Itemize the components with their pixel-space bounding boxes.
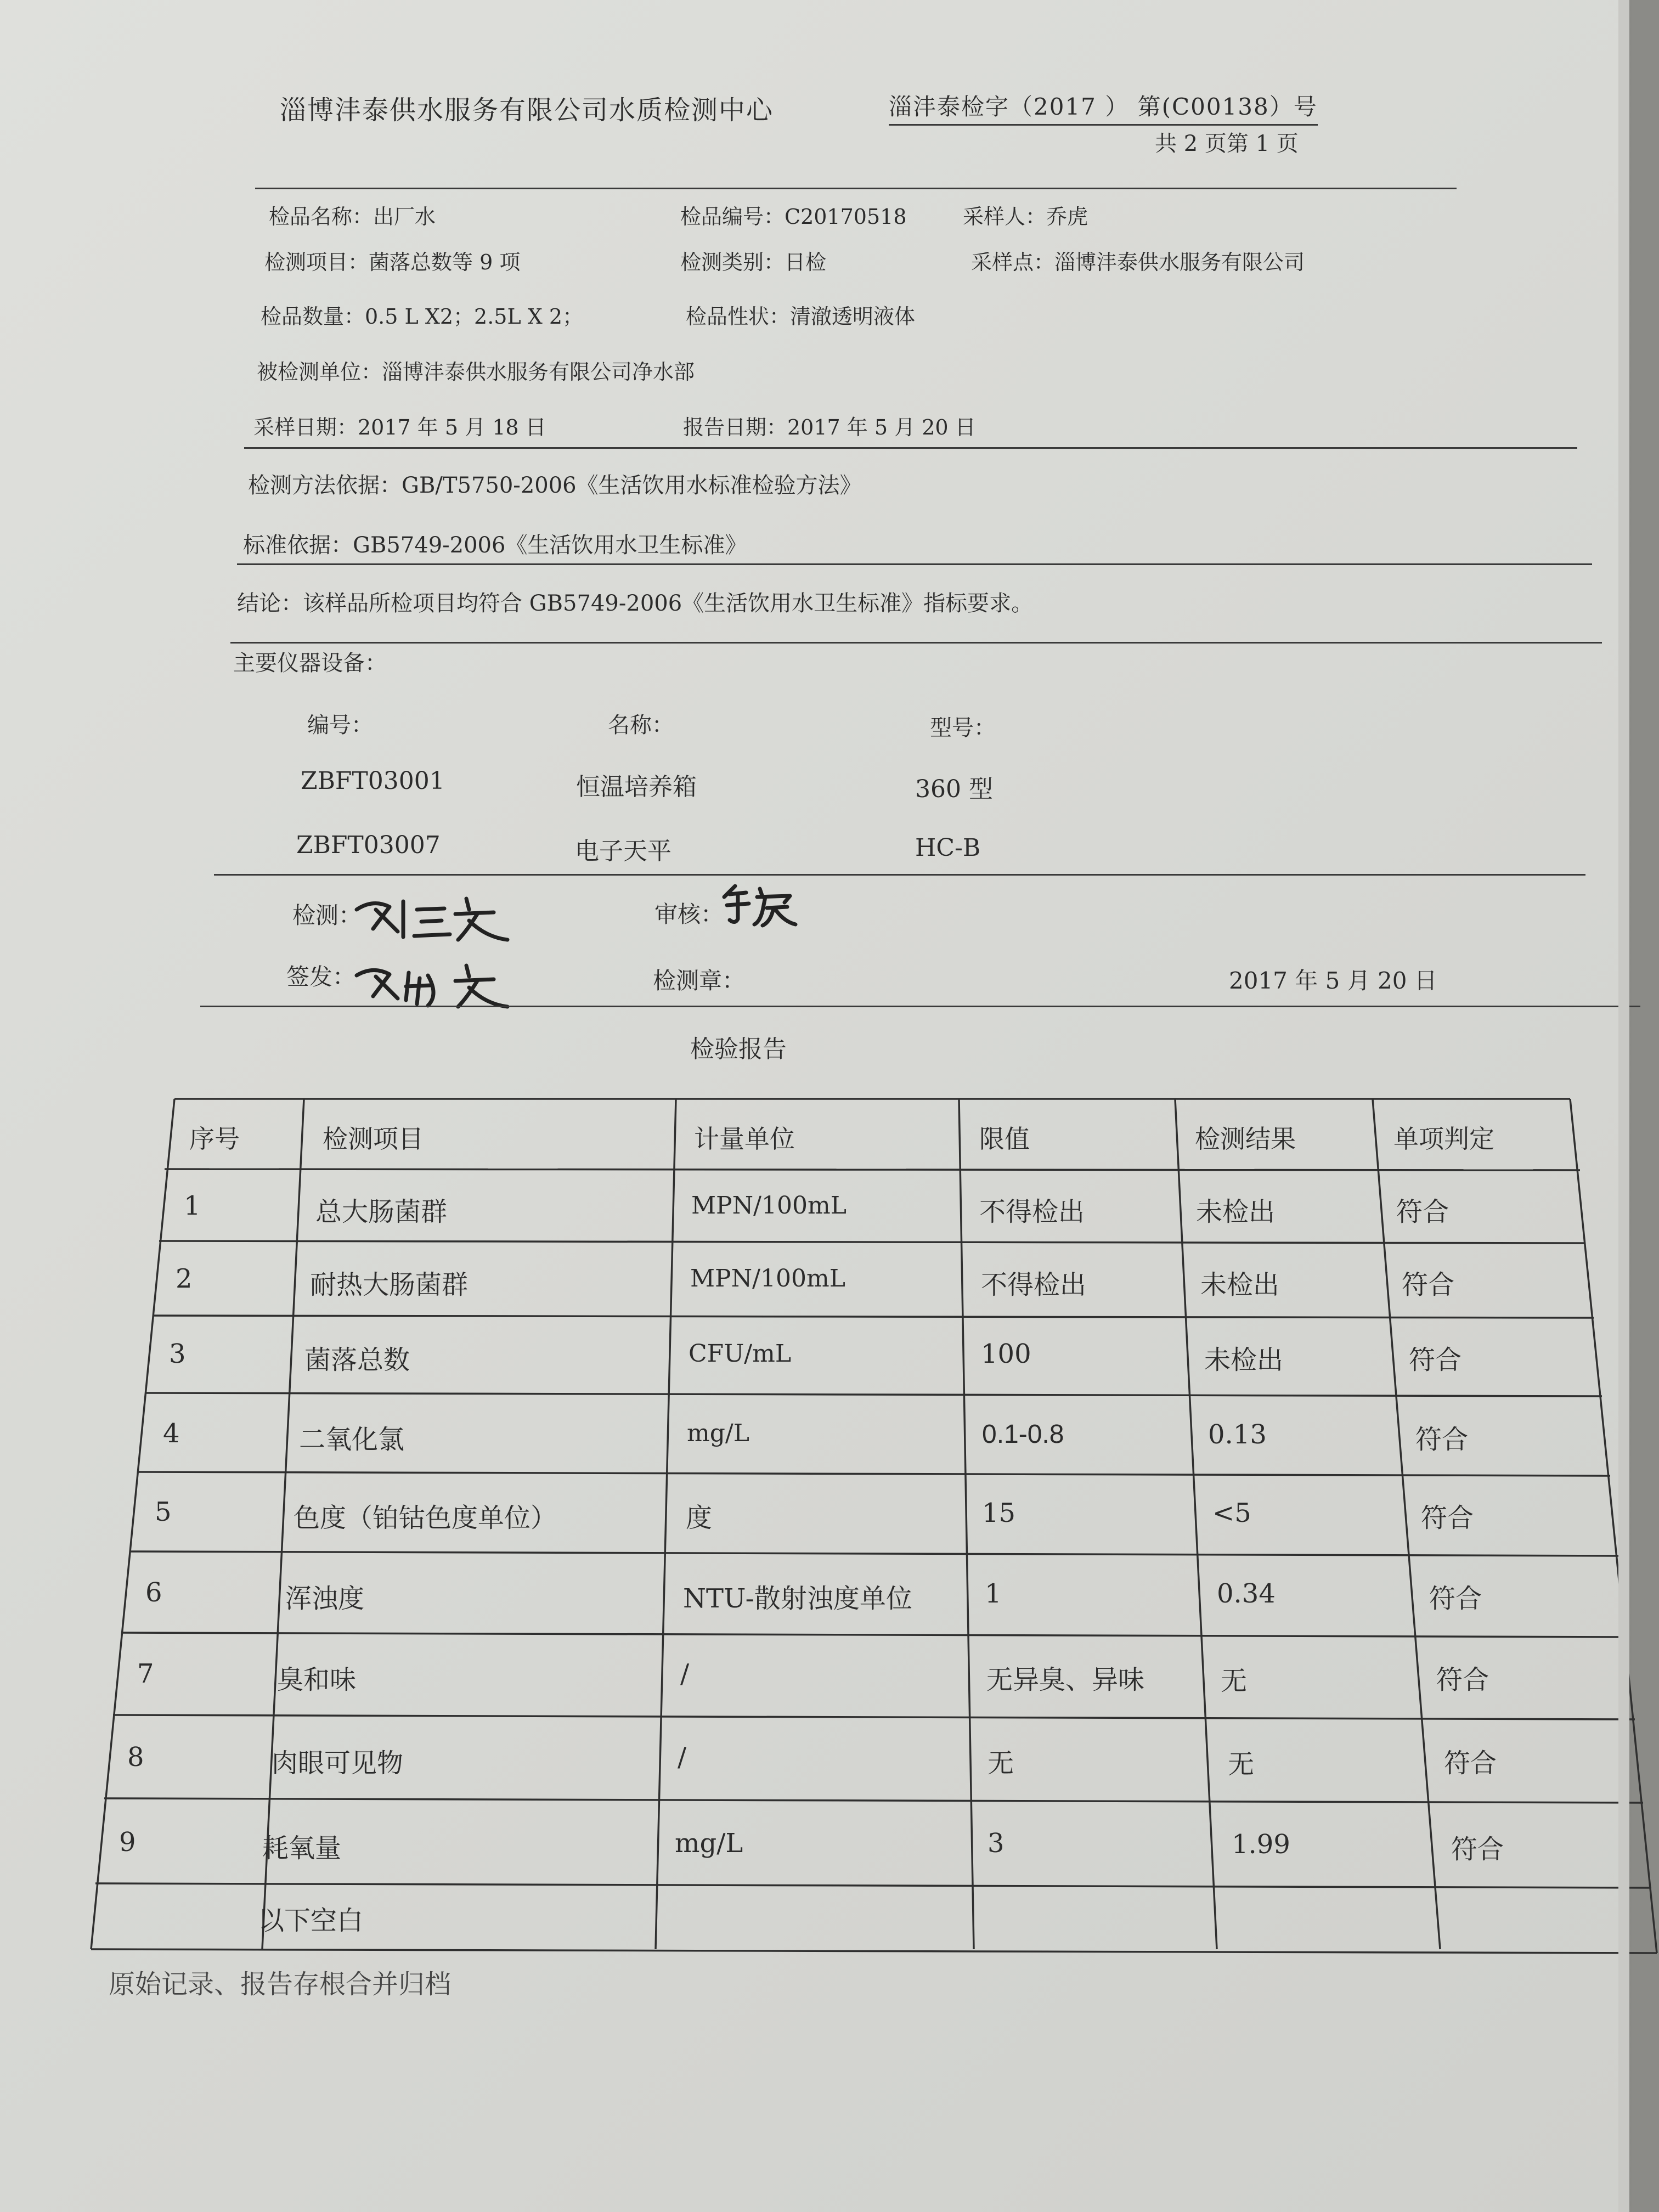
row-7-unit: / [680, 1658, 690, 1689]
sampling-date: 采样日期：2017 年 5 月 18 日 [253, 415, 546, 439]
row-8-item: 肉眼可见物 [272, 1748, 404, 1779]
row-1-verdict: 符合 [1396, 1197, 1449, 1227]
row-1-seq: 1 [184, 1190, 201, 1221]
col-header-verdict: 单项判定 [1393, 1124, 1494, 1154]
row-4-result: 0.13 [1208, 1419, 1267, 1450]
report-title: 检验报告 [690, 1035, 787, 1063]
col-header-item: 检测项目 [323, 1124, 424, 1154]
equipment-row-1-model: 360 型 [915, 775, 993, 803]
row-2-seq: 2 [176, 1263, 193, 1294]
equipment-header-code: 编号： [307, 713, 373, 738]
row-6-result: 0.34 [1217, 1578, 1276, 1609]
issuer-label: 签发： [286, 963, 356, 990]
row-5-result: <5 [1212, 1498, 1251, 1528]
row-9-limit: 3 [988, 1828, 1005, 1859]
row-4-unit: mg/L [687, 1419, 749, 1447]
seal-label: 检测章： [653, 967, 746, 994]
row-7-result: 无 [1221, 1666, 1248, 1696]
equipment-row-2-model: HC-B [915, 834, 981, 862]
row-1-result: 未检出 [1196, 1197, 1276, 1227]
row-2-result: 未检出 [1200, 1269, 1280, 1300]
row-1-unit: MPN/100mL [691, 1192, 847, 1220]
row-7-verdict: 符合 [1436, 1664, 1489, 1695]
conclusion: 结论：该样品所检项目均符合 GB5749-2006《生活饮用水卫生标准》指标要求。 [237, 591, 1034, 616]
row-2-verdict: 符合 [1402, 1269, 1455, 1300]
col-header-result: 检测结果 [1195, 1124, 1296, 1154]
equipment-header-model: 型号： [930, 715, 996, 741]
report-date: 报告日期：2017 年 5 月 20 日 [683, 415, 976, 439]
row-5-limit: 15 [982, 1498, 1016, 1528]
col-header-seq: 序号 [189, 1124, 240, 1154]
row-5-verdict: 符合 [1421, 1503, 1474, 1533]
row-2-limit: 不得检出 [981, 1269, 1087, 1300]
standard-basis: 标准依据：GB5749-2006《生活饮用水卫生标准》 [243, 533, 747, 558]
row-5-unit: 度 [686, 1503, 713, 1533]
row-4-seq: 4 [163, 1418, 180, 1449]
row-9-verdict: 符合 [1451, 1834, 1504, 1865]
row-6-unit: NTU-散射浊度单位 [683, 1583, 912, 1614]
row-2-item: 耐热大肠菌群 [310, 1269, 469, 1300]
reviewer-label: 审核： [654, 901, 724, 928]
row-5-seq: 5 [155, 1497, 172, 1527]
equipment-row-1-code: ZBFT03001 [301, 767, 445, 795]
row-3-seq: 3 [169, 1339, 186, 1369]
row-6-verdict: 符合 [1429, 1583, 1482, 1614]
sampling-site: 采样点：淄博沣泰供水服务有限公司 [971, 250, 1305, 274]
row-8-unit: / [678, 1742, 687, 1773]
row-10-item: 以下空白 [258, 1905, 364, 1936]
row-3-unit: CFU/mL [689, 1340, 792, 1368]
sample-quantity: 检品数量：0.5 L X2；2.5L X 2； [261, 304, 584, 329]
sample-code: 检品编号：C20170518 [680, 205, 907, 229]
row-7-seq: 7 [137, 1658, 154, 1689]
row-1-item: 总大肠菌群 [315, 1197, 448, 1227]
row-3-result: 未检出 [1204, 1345, 1284, 1375]
test-items: 检测项目：菌落总数等 9 项 [264, 250, 521, 274]
doc-number: 淄沣泰检字（2017 ） 第(C00138）号 [889, 89, 1318, 126]
row-2-unit: MPN/100mL [690, 1265, 845, 1293]
row-9-seq: 9 [119, 1827, 136, 1858]
row-9-unit: mg/L [675, 1828, 743, 1859]
row-3-limit: 100 [981, 1339, 1031, 1369]
row-3-verdict: 符合 [1409, 1345, 1462, 1375]
sampler: 采样人：乔虎 [963, 205, 1088, 229]
equipment-row-2-code: ZBFT03007 [296, 831, 441, 859]
equipment-header-name: 名称： [608, 713, 674, 738]
row-9-item: 耗氧量 [262, 1833, 342, 1864]
paper-edge [1618, 0, 1629, 2212]
row-7-limit: 无异臭、异味 [986, 1664, 1145, 1695]
row-8-result: 无 [1228, 1749, 1255, 1780]
row-3-item: 菌落总数 [304, 1345, 410, 1375]
equipment-title: 主要仪器设备： [233, 651, 387, 676]
row-8-verdict: 符合 [1444, 1748, 1497, 1779]
tester-label: 检测： [292, 902, 362, 929]
col-header-unit: 计量单位 [694, 1124, 795, 1154]
row-5-item: 色度（铂钴色度单位） [294, 1503, 557, 1533]
row-4-limit: 0.1-0.8 [982, 1420, 1064, 1449]
sign-date: 2017 年 5 月 20 日 [1229, 967, 1437, 994]
row-8-limit: 无 [988, 1748, 1014, 1779]
row-1-limit: 不得检出 [979, 1197, 1085, 1227]
test-type: 检测类别：日检 [680, 250, 827, 274]
equipment-row-2-name: 电子天平 [575, 837, 672, 865]
row-6-item: 浑浊度 [285, 1583, 365, 1614]
row-6-seq: 6 [145, 1577, 162, 1608]
equipment-row-1-name: 恒温培养箱 [576, 773, 697, 801]
sample-name: 检品名称：出厂水 [269, 205, 436, 229]
row-6-limit: 1 [985, 1578, 1002, 1609]
org-title: 淄博沣泰供水服务有限公司水质检测中心 [280, 95, 774, 126]
row-4-verdict: 符合 [1415, 1424, 1469, 1455]
tested-unit: 被检测单位：淄博沣泰供水服务有限公司净水部 [257, 360, 695, 384]
row-4-item: 二氧化氯 [299, 1424, 405, 1455]
row-8-seq: 8 [127, 1742, 144, 1773]
page-info: 共 2 页第 1 页 [1155, 131, 1299, 156]
row-9-result: 1.99 [1232, 1829, 1290, 1860]
footer-note: 原始记录、报告存根合并归档 [109, 1969, 452, 2000]
sample-appearance: 检品性状：清澈透明液体 [686, 304, 916, 329]
row-7-item: 臭和味 [277, 1664, 357, 1695]
method-basis: 检测方法依据：GB/T5750-2006《生活饮用水标准检验方法》 [248, 473, 862, 498]
col-header-limit: 限值 [979, 1124, 1030, 1154]
